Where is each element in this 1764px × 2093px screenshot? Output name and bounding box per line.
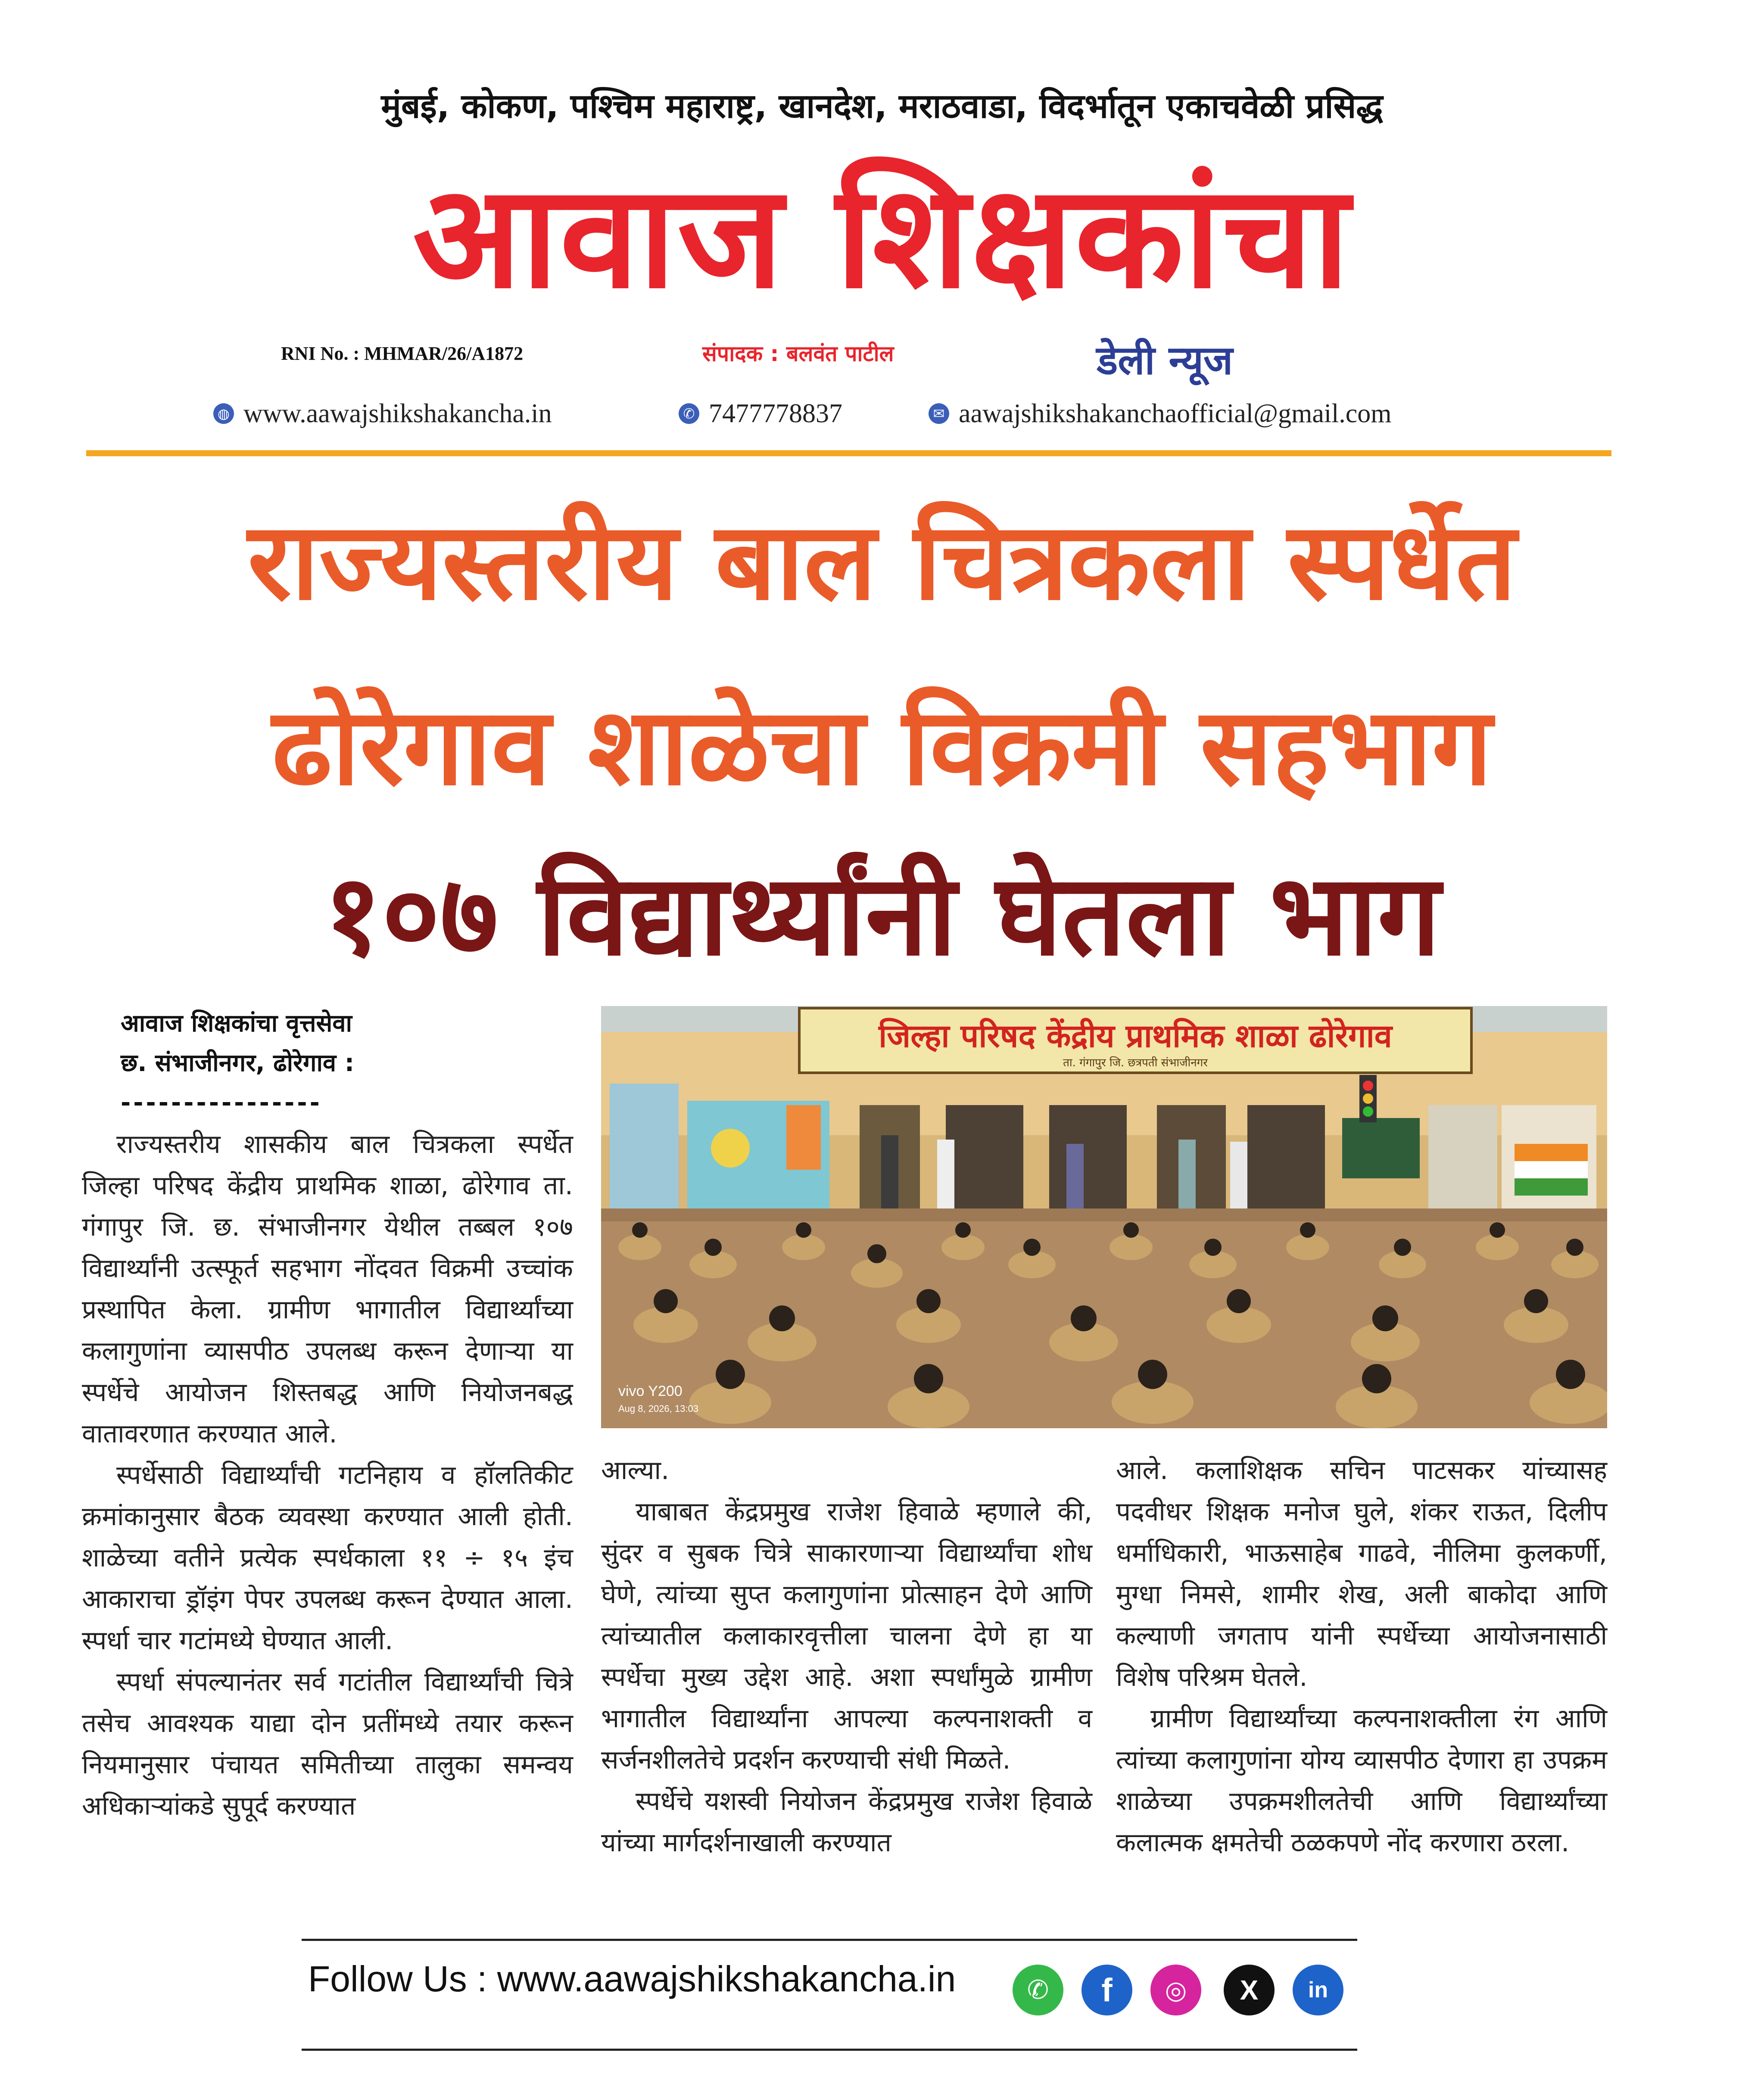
school-sign-subtext: ता. गंगापुर जि. छत्रपती संभाजीनगर [1063, 1056, 1208, 1069]
article-paragraph: राज्यस्तरीय शासकीय बाल चित्रकला स्पर्धेत जिल्हा परिषद केंद्रीय प्राथमिक शाळा, ढोरेगाव ता. गंगापुर जि. छ. संभाजीनगर येथील तब्बल १०७ विद्यार्थ्यांनी उत्स्फूर्त सहभाग नोंदवत विक्रमी उच्चांक प्रस्थापित केला. ग्रामीण भागातील विद्यार्थ्यांच्या कलागुणांना व्यासपीठ उपलब्ध करून देणाऱ्या या स्पर्धेचे आयोजन शिस्तबद्ध आणि नियोजनबद्ध वातावरणात करण्यात आले. [82, 1129, 573, 1449]
facebook-icon[interactable]: f [1081, 1965, 1132, 2015]
mail-icon: ✉ [929, 403, 949, 424]
linkedin-icon[interactable]: in [1293, 1965, 1343, 2015]
footer-rule-top [302, 1939, 1357, 1941]
school-photo [601, 1006, 1607, 1428]
tagline: मुंबई, कोकण, पश्चिम महाराष्ट्र, खानदेश, मराठवाडा, विदर्भातून एकाचवेळी प्रसिद्ध [381, 87, 1383, 126]
headline-line-1: राज्यस्तरीय बाल चित्रकला स्पर्धेत [247, 500, 1517, 624]
photo-watermark-date: Aug 8, 2026, 13:03 [618, 1403, 698, 1414]
school-sign-text: जिल्हा परिषद केंद्रीय प्राथमिक शाळा ढोरेगाव [879, 1018, 1392, 1055]
byline-location: छ. संभाजीनगर, ढोरेगाव : [121, 1049, 355, 1077]
phone-contact[interactable] [679, 399, 842, 429]
article-column-2 [601, 1450, 1092, 1863]
byline-agency: आवाज शिक्षकांचा वृत्तसेवा [121, 1009, 352, 1037]
article-paragraph: स्पर्धेसाठी विद्यार्थ्यांची गटनिहाय व हॉलतिकीट क्रमांकानुसार बैठक व्यवस्था करण्यात आली होती. शाळेच्या वतीने प्रत्येक स्पर्धकाला ११ ÷ १५ इंच आकाराचा ड्रॉइंग पेपर उपलब्ध करून देण्यात आला. स्पर्धा चार गटांमध्ये घेण्यात आली. [82, 1460, 573, 1656]
header-divider [86, 450, 1611, 456]
photo-watermark-model: vivo Y200 [618, 1383, 683, 1399]
phone-icon: ✆ [679, 403, 699, 424]
daily-news-label: डेली न्यूज [1097, 337, 1233, 383]
article-paragraph: आले. कलाशिक्षक सचिन पाटसकर यांच्यासह पदवीधर शिक्षक मनोज घुले, शंकर राऊत, दिलीप धर्माधिकारी, भाऊसाहेब गाढवे, नीलिमा कुलकर्णी, मुग्धा निमसे, शामीर शेख, अली बाकोदा आणि कल्याणी जगताप यांनी स्पर्धेच्या आयोजनासाठी विशेष परिश्रम घेतले. [1116, 1455, 1607, 1692]
article-column-3 [1116, 1450, 1607, 1863]
follow-us-text[interactable]: Follow Us : www.aawajshikshakancha.in [308, 1959, 956, 1999]
masthead-title: आवाज शिक्षकांचा [412, 154, 1352, 320]
globe-icon: ◍ [213, 403, 234, 424]
article-paragraph: स्पर्धा संपल्यानंतर सर्व गटांतील विद्यार्थ्यांची चित्रे तसेच आवश्यक याद्या दोन प्रतींमध्ये तयार करून नियमानुसार पंचायत समितीच्या तालुका समन्वय अधिकाऱ्यांकडे सुपूर्द करण्यात [82, 1667, 573, 1821]
website-contact[interactable] [213, 399, 552, 429]
byline-rule: ---------------- [121, 1089, 322, 1117]
article-paragraph: आल्या. [601, 1455, 670, 1486]
rni-number: RNI No. : MHMAR/26/A1872 [281, 343, 524, 364]
website-text[interactable]: www.aawajshikshakancha.in [243, 399, 552, 428]
headline-line-2: ढोरेगाव शाळेचा विक्रमी सहभाग [272, 685, 1492, 809]
headline-line-3: १०७ विद्यार्थ्यांनी घेतला भाग [323, 850, 1441, 981]
phone-text[interactable]: 7477778837 [709, 399, 842, 428]
article-paragraph: स्पर्धेचे यशस्वी नियोजन केंद्रप्रमुख राजेश हिवाळे यांच्या मार्गदर्शनाखाली करण्यात [601, 1786, 1092, 1858]
article-paragraph: ग्रामीण विद्यार्थ्यांच्या कल्पनाशक्तीला रंग आणि त्यांच्या कलागुणांना योग्य व्यासपीठ देणारा हा उपक्रम शाळेच्या उपक्रमशीलतेची आणि विद्यार्थ्यांच्या कलात्मक क्षमतेची ठळकपणे नोंद करणारा ठरला. [1116, 1704, 1607, 1858]
editor-name: संपादक : बलवंत पाटील [702, 341, 894, 366]
article-column-1 [82, 1124, 573, 1827]
instagram-icon[interactable]: ◎ [1150, 1965, 1201, 2015]
byline [121, 1004, 354, 1123]
email-text[interactable]: aawajshikshakanchaofficial@gmail.com [959, 399, 1392, 428]
email-contact[interactable] [929, 399, 1392, 429]
x-icon[interactable]: X [1224, 1965, 1275, 2015]
footer-rule-bottom [302, 2049, 1357, 2051]
whatsapp-icon[interactable]: ✆ [1013, 1965, 1063, 2015]
article-paragraph: याबाबत केंद्रप्रमुख राजेश हिवाळे म्हणाले की, सुंदर व सुबक चित्रे साकारणाऱ्या विद्यार्थ्यांचा शोध घेणे, त्यांच्या सुप्त कलागुणांना प्रोत्साहन देणे आणि त्यांच्यातील कलाकारवृत्तीला चालना देणे हा या स्पर्धेचा मुख्य उद्देश आहे. अशा स्पर्धांमुळे ग्रामीण भागातील विद्यार्थ्यांना आपल्या कल्पनाशक्ती व सर्जनशीलतेचे प्रदर्शन करण्याची संधी मिळते. [601, 1497, 1092, 1775]
